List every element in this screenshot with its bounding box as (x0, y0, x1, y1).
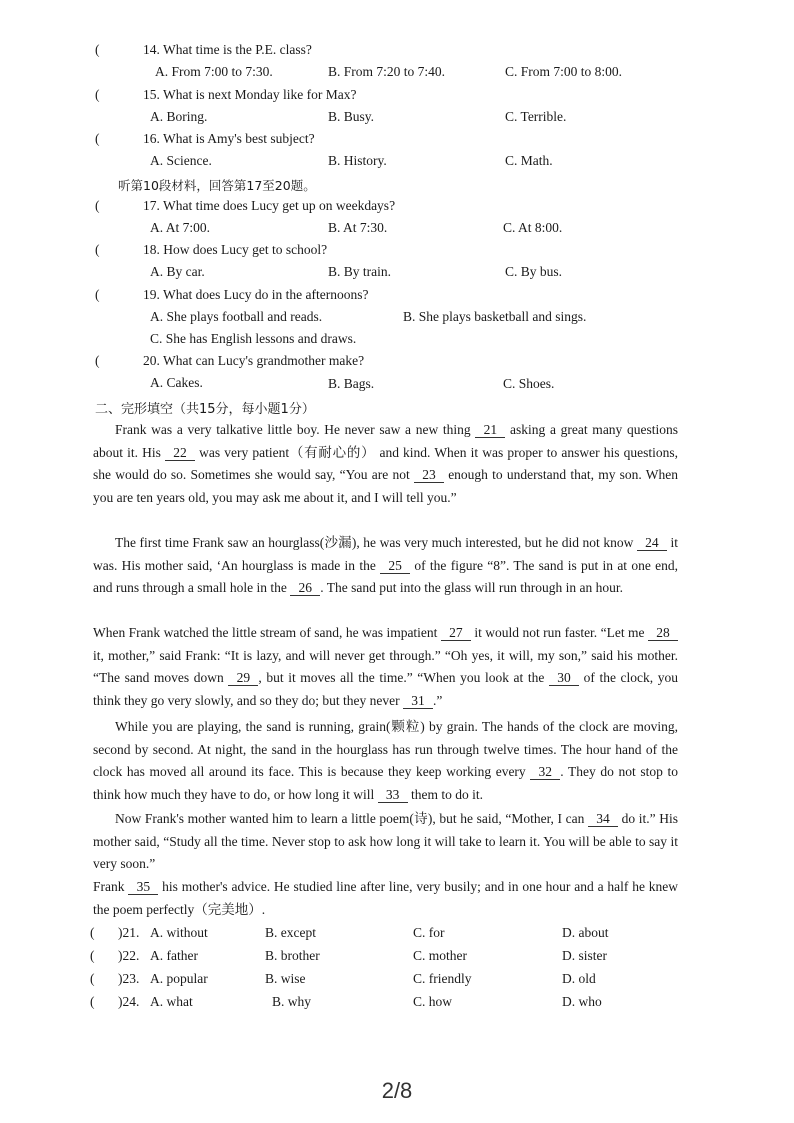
option-c: C. At 8:00. (503, 220, 563, 235)
question-number: )22. (118, 948, 140, 963)
question-number: )21. (118, 925, 140, 940)
blank-28: 28 (648, 626, 678, 641)
option-a: A. Science. (150, 153, 212, 168)
answer-paren: ( (95, 198, 100, 213)
blank-25: 25 (380, 559, 410, 574)
question-text: 15. What is next Monday like for Max? (143, 87, 357, 102)
option-b: B. She plays basketball and sings. (403, 309, 587, 324)
blank-23: 23 (414, 468, 444, 483)
question-text: 17. What time does Lucy get up on weekdays? (143, 198, 396, 213)
question-number: )24. (118, 994, 140, 1009)
blank-22: 22 (165, 446, 195, 461)
option-c: C. friendly (413, 971, 472, 986)
question-text: 16. What is Amy's best subject? (143, 131, 315, 146)
question-text: 20. What can Lucy's grandmother make? (143, 353, 365, 368)
answer-paren: ( (90, 971, 95, 986)
option-c: C. for (413, 925, 445, 940)
question-15 (95, 87, 356, 103)
blank-27: 27 (441, 626, 471, 641)
passage-paragraph: When Frank watched the little stream of sand, he was impatient 27 it would not run faster. “Let me 28 it, mother,” said Frank: “It is lazy, and will never get through.” “Oh yes, it will, my son,” said his mother. “The sand moves down 29 , but it moves all the time.” “When you look at the 30 of the clock, you think they go very slowly, and so they do; but they never 31 .” (93, 625, 678, 708)
passage-paragraph: The first time Frank saw an hourglass(沙漏), he was very much interested, but he did not know 24 it was. His mother said, ‘An hourglass is made in the 25 of the figure “8”. The sand is put in at one end, and runs through a small hole in the 26 . The sand put into the glass will run through in an hour. (93, 535, 678, 596)
option-b: B. Busy. (328, 109, 375, 124)
passage-paragraph: Frank 35 his mother's advice. He studied line after line, very busily; and in one hour and a half he knew the poem perfectly（完美地）. (93, 879, 678, 917)
question-text: 14. What time is the P.E. class? (143, 42, 312, 57)
passage-paragraph: While you are playing, the sand is running, grain(颗粒) by grain. The hands of the clock are moving, second by second. At night, the sand in the hourglass has run through twelve times. The hour hand of the clock has moved all around its face. This is because they keep working every 32 . They do not stop to think how much they have to do, or how long it will 33 them to do it. (93, 719, 678, 802)
page-number: 2/8 (381, 1078, 413, 1103)
option-a: A. Boring. (150, 109, 208, 124)
answer-paren: ( (90, 925, 95, 940)
section-title: 二、完形填空（共15分，每小题1分） (95, 402, 315, 417)
option-c: C. Math. (505, 153, 553, 168)
option-d: D. about (562, 925, 609, 940)
option-a: A. From 7:00 to 7:30. (155, 64, 273, 79)
option-c: C. She has English lessons and draws. (150, 331, 357, 346)
option-a: A. popular (150, 971, 208, 986)
question-17 (95, 198, 395, 214)
option-b: B. Bags. (328, 376, 375, 391)
question-20 (95, 353, 364, 369)
option-c: C. From 7:00 to 8:00. (505, 64, 623, 79)
question-19 (95, 287, 368, 303)
option-c: C. Shoes. (503, 376, 555, 391)
option-b: B. History. (328, 153, 387, 168)
option-a: A. She plays football and reads. (150, 309, 323, 324)
answer-paren: ( (95, 87, 100, 102)
option-d: D. who (562, 994, 602, 1009)
blank-21: 21 (475, 423, 505, 438)
question-16 (95, 131, 315, 147)
option-a: A. By car. (150, 264, 205, 279)
option-b: B. By train. (328, 264, 391, 279)
answer-paren: ( (95, 287, 100, 302)
question-text: 19. What does Lucy do in the afternoons? (143, 287, 369, 302)
question-number: )23. (118, 971, 140, 986)
answer-paren: ( (95, 131, 100, 146)
option-c: C. how (413, 994, 453, 1009)
answer-paren: ( (90, 948, 95, 963)
option-d: D. old (562, 971, 596, 986)
option-a: A. Cakes. (150, 375, 203, 390)
passage-paragraph: Frank was a very talkative little boy. He never saw a new thing 21 asking a great many questions about it. His 22 was very patient（有耐心的） and kind. When it was proper to answer his questions, she would do so. Sometimes she would say, “You are not 23 enough to understand that, my son. When you are ten years old, you may ask me about it, and I will tell you.” (93, 422, 679, 505)
option-c: C. By bus. (505, 264, 563, 279)
option-b: B. wise (265, 971, 306, 986)
option-a: A. At 7:00. (150, 220, 211, 235)
answer-paren: ( (95, 353, 100, 368)
blank-29: 29 (228, 671, 258, 686)
question-14 (95, 42, 312, 58)
blank-30: 30 (549, 671, 579, 686)
blank-31: 31 (403, 694, 433, 709)
blank-24: 24 (637, 536, 667, 551)
answer-paren: ( (95, 42, 100, 57)
blank-33: 33 (378, 788, 408, 803)
option-c: C. mother (413, 948, 467, 963)
option-a: A. what (150, 994, 193, 1009)
option-b: B. except (265, 925, 316, 940)
blank-26: 26 (290, 581, 320, 596)
option-b: B. why (272, 994, 312, 1009)
option-b: B. From 7:20 to 7:40. (328, 64, 446, 79)
blank-34: 34 (588, 812, 618, 827)
option-c: C. Terrible. (505, 109, 567, 124)
blank-35: 35 (128, 880, 158, 895)
listening-instruction: 听第10段材料，回答第17至20题。 (118, 178, 316, 193)
option-b: B. brother (265, 948, 320, 963)
blank-32: 32 (530, 765, 560, 780)
answer-paren: ( (95, 242, 100, 257)
option-d: D. sister (562, 948, 607, 963)
passage-paragraph: Now Frank's mother wanted him to learn a little poem(诗), but he said, “Mother, I can 34 do it.” His mother said, “Study all the time. Never stop to ask how long it will take to learn it. You will be able to say it very soon.” (93, 811, 678, 872)
option-b: B. At 7:30. (328, 220, 388, 235)
option-a: A. father (150, 948, 198, 963)
option-a: A. without (150, 925, 208, 940)
question-18 (95, 242, 327, 258)
question-text: 18. How does Lucy get to school? (143, 242, 328, 257)
answer-paren: ( (90, 994, 95, 1009)
